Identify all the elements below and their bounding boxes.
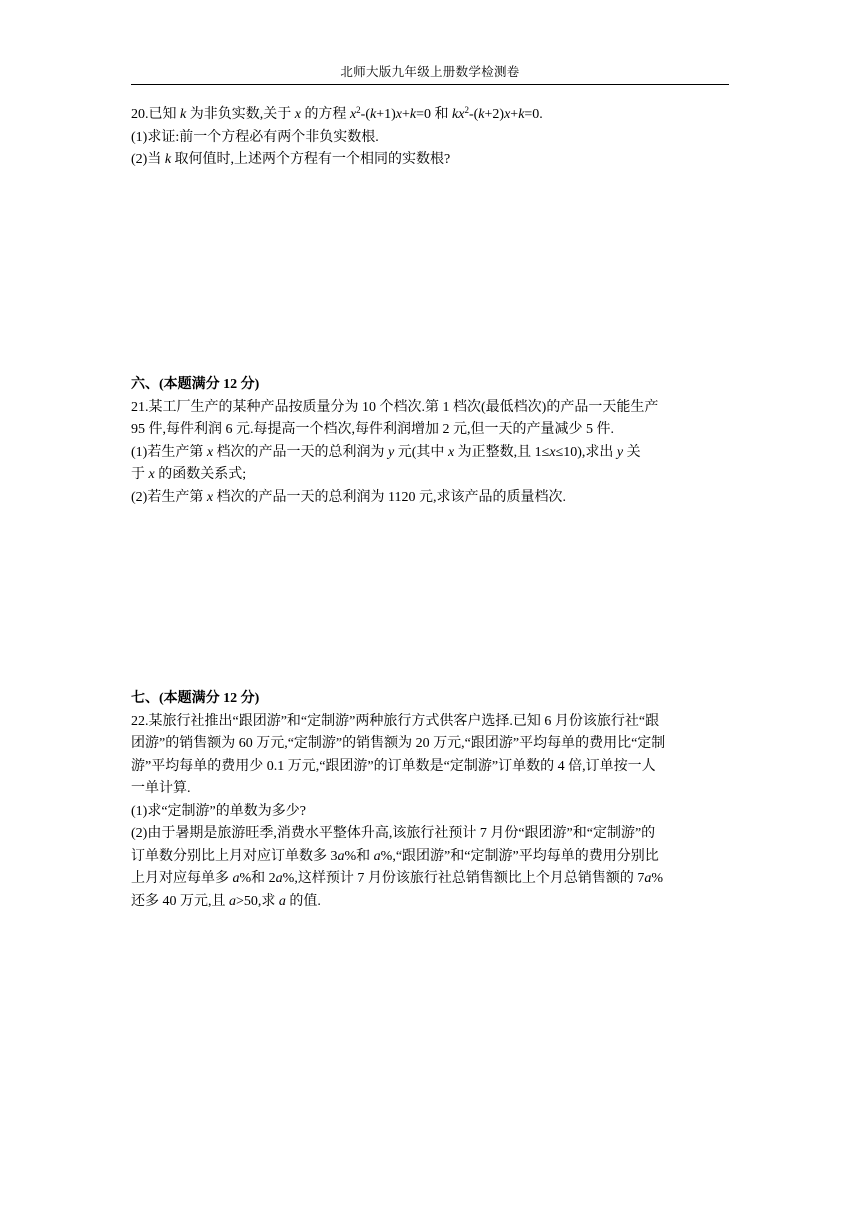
math-variable: k: [180, 107, 187, 122]
text-run: 档次的产品一天的总利润为: [213, 444, 389, 460]
math-variable: a: [644, 871, 652, 886]
math-variable: y: [616, 444, 624, 460]
text-run: 订单数分别比上月对应订单数多 3: [131, 848, 338, 864]
math-variable: x: [395, 107, 402, 122]
section-7: [131, 688, 731, 913]
q22-line-7: [131, 846, 731, 869]
q22-line-2: [131, 733, 731, 756]
text-run: 元(其中: [394, 444, 448, 460]
text-run: (1)求证:前一个方程必有两个非负实数根.: [131, 129, 379, 145]
math-variable: k: [518, 107, 525, 122]
text-run: +: [401, 107, 410, 122]
math-variable: k: [409, 107, 417, 122]
text-run: -(: [360, 107, 370, 122]
text-run: 上月对应每单多: [131, 871, 233, 886]
math-variable: x: [549, 444, 556, 460]
text-run: 的值.: [285, 893, 321, 909]
text-run: %和 2: [239, 871, 276, 886]
math-variable: a: [275, 871, 283, 886]
text-run: 为正整数,且 1≤: [454, 444, 550, 460]
math-variable: k: [369, 107, 377, 122]
q20-stem: [131, 104, 731, 127]
q22-line-9: [131, 891, 731, 914]
math-variable: x: [349, 107, 357, 122]
page-header: 北师大版九年级上册数学检测卷: [340, 65, 520, 79]
exponent: 2: [356, 105, 361, 115]
text-run: 还多 40 万元,且: [131, 893, 229, 909]
text-run: 关: [623, 444, 641, 460]
q22-line-5: [131, 801, 731, 824]
math-variable: k: [164, 152, 172, 167]
text-run: 21.某工厂生产的某种产品按质量分为 10 个档次.第 1 档次(最低档次)的产品一天能生产: [131, 399, 659, 415]
q21-line-5: [131, 487, 731, 510]
text-run: 的方程: [300, 107, 350, 122]
text-run: 22.某旅行社推出“跟团游”和“定制游”两种旅行方式供客户选择.已知 6 月份该旅行社“跟: [131, 713, 660, 729]
q22-line-6: [131, 823, 731, 846]
text-run: 20.已知: [131, 107, 180, 122]
math-variable: x: [447, 444, 455, 460]
math-variable: a: [278, 893, 286, 909]
q21-line-1: [131, 397, 731, 420]
question-20: [131, 104, 731, 172]
text-run: (1)求“定制游”的单数为多少?: [131, 803, 306, 819]
math-variable: k: [478, 107, 485, 122]
text-run: %: [651, 871, 664, 886]
q22-line-1: [131, 711, 731, 734]
text-run: +: [510, 107, 519, 122]
math-variable: kx: [452, 107, 465, 122]
text-run: =0 和: [416, 107, 453, 122]
text-run: 一单计算.: [131, 781, 191, 796]
text-run: (2)若生产第: [131, 489, 207, 505]
text-run: %,这样预计 7 月份该旅行社总销售额比上个月总销售额的 7: [282, 871, 645, 886]
text-run: -(: [468, 107, 479, 122]
text-run: ≤10),求出: [555, 444, 617, 460]
math-variable: a: [337, 848, 345, 864]
text-run: 档次的产品一天的总利润为 1120 元,求该产品的质量档次.: [213, 489, 567, 505]
text-run: 的函数关系式;: [154, 467, 247, 482]
text-run: +1): [376, 107, 396, 122]
text-run: 取何值时,上述两个方程有一个相同的实数根?: [171, 152, 451, 167]
q20-part1: [131, 127, 731, 150]
text-run: 于: [131, 467, 149, 482]
text-run: (1)若生产第: [131, 444, 207, 460]
math-variable: a: [229, 893, 236, 909]
header-rule: [131, 84, 729, 85]
section-6-title: 六、(本题满分 12 分): [131, 377, 260, 392]
text-run: =0.: [524, 107, 543, 122]
q21-line-4: [131, 464, 731, 487]
math-variable: x: [206, 444, 214, 460]
text-run: 为非负实数,关于: [186, 107, 295, 122]
q22-line-3: [131, 756, 731, 779]
text-run: %和: [344, 848, 374, 864]
math-variable: a: [232, 871, 240, 886]
q21-line-3: [131, 442, 731, 465]
text-run: 游”平均每单的费用少 0.1 万元,“跟团游”的订单数是“定制游”订单数的 4 倍,订单按一人: [131, 758, 656, 774]
text-run: 团游”的销售额为 60 万元,“定制游”的销售额为 20 万元,“跟团游”平均每单的费用比“定制: [131, 736, 666, 751]
text-run: >50,求: [236, 893, 279, 909]
q20-part2: [131, 149, 731, 172]
math-variable: y: [388, 444, 395, 460]
math-variable: x: [148, 467, 155, 482]
math-variable: x: [206, 489, 214, 505]
q22-line-8: [131, 868, 731, 891]
math-variable: x: [504, 107, 511, 122]
exponent: 2: [464, 105, 469, 115]
text-run: (2)当: [131, 152, 165, 167]
text-run: (2)由于暑期是旅游旺季,消费水平整体升高,该旅行社预计 7 月份“跟团游”和“定制游”的: [131, 826, 656, 841]
text-run: 95 件,每件利润 6 元.每提高一个档次,每件利润增加 2 元,但一天的产量减少 5 件.: [131, 422, 614, 437]
section-7-title: 七、(本题满分 12 分): [131, 691, 260, 706]
math-variable: a: [373, 848, 381, 864]
text-run: +2): [484, 107, 505, 122]
section-6: [131, 374, 731, 509]
math-variable: x: [294, 107, 301, 122]
text-run: %,“跟团游”和“定制游”平均每单的费用分别比: [380, 848, 659, 864]
q22-line-4: [131, 778, 731, 801]
q21-line-2: [131, 419, 731, 442]
